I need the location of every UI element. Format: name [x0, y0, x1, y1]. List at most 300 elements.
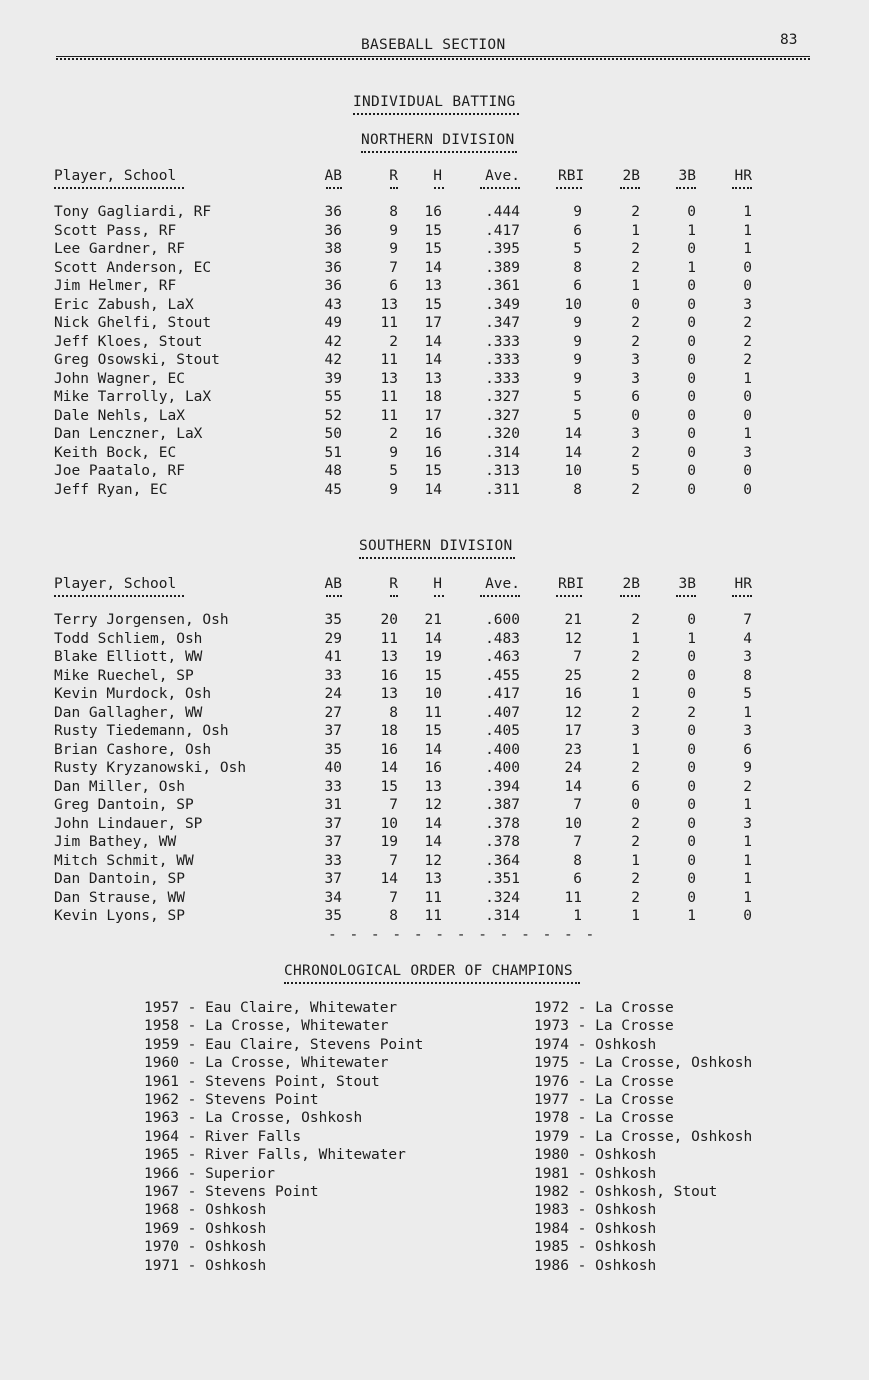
northern-doubles: 2 [631, 481, 640, 498]
northern-home-runs: 0 [743, 278, 752, 294]
southern-home-runs: 1 [743, 797, 752, 813]
northern-hits: 17 [424, 315, 442, 331]
southern-rbi: 8 [573, 852, 582, 869]
southern-home-runs: 1 [743, 871, 752, 887]
southern-at-bats: 34 [324, 889, 342, 906]
northern-average: .314 [485, 444, 520, 461]
table-row [0, 278, 869, 296]
northern-runs: 9 [389, 481, 398, 498]
southern-at-bats: 27 [324, 704, 342, 721]
southern-player-name: Dan Miller, Osh [54, 778, 185, 795]
northern-at-bats: 55 [324, 389, 342, 405]
southern-at-bats: 33 [324, 852, 342, 869]
table-row [0, 668, 869, 686]
table-row [0, 297, 869, 315]
southern-header-underline [620, 595, 640, 597]
southern-header-underline [732, 595, 752, 597]
northern-triples: 1 [687, 259, 696, 276]
southern-rbi: 7 [573, 649, 582, 665]
southern-triples: 0 [687, 612, 696, 628]
table-row [0, 742, 869, 760]
table-row [0, 241, 869, 259]
southern-hits: 14 [424, 834, 442, 850]
table-row [0, 334, 869, 352]
southern-header-underline [556, 595, 582, 597]
northern-at-bats: 38 [324, 241, 342, 257]
northern-average: .327 [485, 407, 520, 424]
southern-player-name: Dan Gallagher, WW [54, 704, 203, 721]
table-row [0, 797, 869, 815]
section-header-title: BASEBALL SECTION [361, 37, 506, 53]
southern-runs: 14 [380, 871, 398, 887]
northern-rbi: 9 [573, 315, 582, 331]
southern-rbi: 12 [564, 704, 582, 721]
table-row [0, 686, 869, 704]
southern-player-name: Dan Strause, WW [54, 889, 185, 906]
southern-triples: 0 [687, 741, 696, 758]
northern-header-underline [732, 187, 752, 189]
northern-home-runs: 2 [743, 315, 752, 331]
southern-runs: 8 [389, 908, 398, 924]
southern-average: .455 [485, 667, 520, 684]
southern-home-runs: 5 [743, 686, 752, 702]
southern-player-name: Greg Dantoin, SP [54, 797, 194, 813]
northern-hits: 13 [424, 370, 442, 387]
southern-hits: 14 [424, 741, 442, 758]
northern-hits: 16 [424, 204, 442, 220]
northern-hits: 15 [424, 241, 442, 257]
northern-runs: 11 [380, 389, 398, 405]
southern-header-average: Ave. [485, 576, 520, 592]
southern-at-bats: 37 [324, 815, 342, 832]
southern-average: .405 [485, 723, 520, 739]
southern-rbi: 25 [564, 667, 582, 684]
northern-player-name: Jeff Kloes, Stout [54, 333, 203, 350]
northern-at-bats: 42 [324, 352, 342, 368]
southern-doubles: 1 [631, 630, 640, 647]
southern-header-underline [54, 595, 184, 597]
northern-triples: 0 [687, 389, 696, 405]
northern-triples: 0 [687, 204, 696, 220]
southern-runs: 16 [380, 741, 398, 758]
northern-at-bats: 50 [324, 426, 342, 442]
northern-runs: 8 [389, 204, 398, 220]
northern-average: .311 [485, 481, 520, 498]
southern-at-bats: 24 [324, 686, 342, 702]
northern-triples: 0 [687, 296, 696, 313]
southern-doubles: 0 [631, 797, 640, 813]
southern-average: .394 [485, 778, 520, 795]
table-row [0, 408, 869, 426]
northern-runs: 5 [389, 463, 398, 479]
southern-runs: 7 [389, 852, 398, 869]
table-row [0, 612, 869, 630]
table-row [0, 463, 869, 481]
southern-triples: 0 [687, 797, 696, 813]
southern-doubles: 2 [631, 612, 640, 628]
northern-runs: 11 [380, 352, 398, 368]
champion-entry: 1969 - Oshkosh [144, 1220, 267, 1237]
southern-hits: 13 [424, 778, 442, 795]
northern-average: .327 [485, 389, 520, 405]
northern-triples: 0 [687, 315, 696, 331]
northern-header-underline [390, 187, 398, 189]
northern-rbi: 5 [573, 241, 582, 257]
northern-average: .395 [485, 241, 520, 257]
northern-doubles: 2 [631, 333, 640, 350]
table-row [0, 223, 869, 241]
southern-at-bats: 35 [324, 908, 342, 924]
northern-runs: 9 [389, 241, 398, 257]
southern-header-underline [326, 595, 342, 597]
southern-header-underline [480, 595, 520, 597]
champion-entry: 1976 - La Crosse [534, 1073, 674, 1090]
southern-rbi: 6 [573, 871, 582, 887]
batting-title: INDIVIDUAL BATTING [353, 94, 516, 110]
northern-home-runs: 1 [743, 370, 752, 387]
southern-player-name: Rusty Kryzanowski, Osh [54, 760, 247, 776]
northern-average: .333 [485, 333, 520, 350]
champion-entry: 1975 - La Crosse, Oshkosh [534, 1055, 753, 1072]
northern-runs: 11 [380, 315, 398, 331]
northern-doubles: 1 [631, 222, 640, 239]
champion-entry: 1982 - Oshkosh, Stout [534, 1184, 718, 1200]
northern-average: .389 [485, 259, 520, 276]
northern-header-doubles: 2B [622, 168, 640, 184]
northern-at-bats: 36 [324, 278, 342, 294]
southern-average: .417 [485, 686, 520, 702]
southern-rbi: 1 [573, 908, 582, 924]
table-row [0, 204, 869, 222]
northern-player-name: Joe Paatalo, RF [54, 463, 185, 479]
champion-entry: 1959 - Eau Claire, Stevens Point [144, 1036, 424, 1053]
southern-home-runs: 2 [743, 778, 752, 795]
northern-header-player-name: Player, School [54, 168, 177, 184]
southern-player-name: Mike Ruechel, SP [54, 667, 194, 684]
southern-runs: 18 [380, 723, 398, 739]
southern-rbi: 17 [564, 723, 582, 739]
northern-hits: 15 [424, 222, 442, 239]
champion-entry: 1966 - Superior [144, 1165, 275, 1182]
southern-home-runs: 8 [743, 667, 752, 684]
batting-title-underline [353, 113, 519, 115]
northern-runs: 2 [389, 333, 398, 350]
southern-player-name: Blake Elliott, WW [54, 649, 203, 665]
northern-player-name: Scott Pass, RF [54, 222, 177, 239]
southern-triples: 1 [687, 908, 696, 924]
southern-runs: 19 [380, 834, 398, 850]
northern-home-runs: 0 [743, 463, 752, 479]
page-number: 83 [780, 32, 798, 48]
southern-triples: 0 [687, 649, 696, 665]
northern-home-runs: 0 [743, 407, 752, 424]
southern-rbi: 11 [564, 889, 582, 906]
northern-doubles: 5 [631, 463, 640, 479]
southern-at-bats: 35 [324, 612, 342, 628]
northern-triples: 0 [687, 241, 696, 257]
northern-rbi: 10 [564, 296, 582, 313]
southern-header-runs: R [389, 576, 398, 592]
southern-header-underline [676, 595, 696, 597]
champion-entry: 1986 - Oshkosh [534, 1257, 657, 1274]
champions-title-underline [284, 982, 580, 984]
champion-entry: 1967 - Stevens Point [144, 1184, 319, 1200]
southern-triples: 0 [687, 723, 696, 739]
southern-title-underline [359, 557, 515, 559]
champion-entry: 1978 - La Crosse [534, 1110, 674, 1127]
southern-home-runs: 3 [743, 649, 752, 665]
southern-triples: 0 [687, 760, 696, 776]
southern-average: .463 [485, 649, 520, 665]
northern-rbi: 9 [573, 352, 582, 368]
southern-triples: 0 [687, 889, 696, 906]
southern-average: .314 [485, 908, 520, 924]
northern-rbi: 9 [573, 204, 582, 220]
champion-entry: 1960 - La Crosse, Whitewater [144, 1055, 389, 1072]
header-rule [56, 56, 810, 57]
northern-hits: 17 [424, 407, 442, 424]
southern-doubles: 2 [631, 834, 640, 850]
northern-home-runs: 2 [743, 333, 752, 350]
northern-doubles: 3 [631, 370, 640, 387]
southern-division-title: SOUTHERN DIVISION [359, 538, 513, 554]
champion-entry: 1965 - River Falls, Whitewater [144, 1147, 406, 1164]
northern-player-name: Dale Nehls, LaX [54, 407, 185, 424]
northern-player-name: Eric Zabush, LaX [54, 296, 194, 313]
northern-header-underline [676, 187, 696, 189]
northern-triples: 0 [687, 333, 696, 350]
southern-home-runs: 1 [743, 852, 752, 869]
northern-triples: 0 [687, 444, 696, 461]
southern-home-runs: 1 [743, 834, 752, 850]
northern-triples: 0 [687, 481, 696, 498]
southern-average: .400 [485, 760, 520, 776]
southern-hits: 19 [424, 649, 442, 665]
champion-entry: 1971 - Oshkosh [144, 1257, 267, 1274]
northern-runs: 2 [389, 426, 398, 442]
southern-average: .407 [485, 704, 520, 721]
southern-column-headers [0, 576, 869, 598]
northern-triples: 0 [687, 463, 696, 479]
northern-rbi: 5 [573, 389, 582, 405]
northern-player-name: Lee Gardner, RF [54, 241, 185, 257]
northern-rbi: 14 [564, 444, 582, 461]
northern-doubles: 2 [631, 444, 640, 461]
northern-header-underline [54, 187, 184, 189]
southern-hits: 15 [424, 667, 442, 684]
southern-header-triples: 3B [678, 576, 696, 592]
southern-home-runs: 1 [743, 704, 752, 721]
southern-home-runs: 3 [743, 815, 752, 832]
northern-home-runs: 0 [743, 481, 752, 498]
southern-player-name: Kevin Lyons, SP [54, 908, 185, 924]
southern-home-runs: 1 [743, 889, 752, 906]
northern-at-bats: 51 [324, 444, 342, 461]
northern-home-runs: 1 [743, 241, 752, 257]
southern-triples: 0 [687, 871, 696, 887]
southern-hits: 21 [424, 612, 442, 628]
southern-doubles: 6 [631, 778, 640, 795]
northern-header-runs: R [389, 168, 398, 184]
northern-hits: 15 [424, 463, 442, 479]
northern-rbi: 10 [564, 463, 582, 479]
southern-header-player-name: Player, School [54, 576, 177, 592]
northern-rbi: 6 [573, 222, 582, 239]
northern-division-title: NORTHERN DIVISION [361, 132, 515, 148]
southern-home-runs: 0 [743, 908, 752, 924]
northern-player-name: Keith Bock, EC [54, 444, 177, 461]
southern-doubles: 2 [631, 704, 640, 721]
southern-average: .483 [485, 630, 520, 647]
table-row [0, 853, 869, 871]
northern-doubles: 2 [631, 259, 640, 276]
southern-rbi: 14 [564, 778, 582, 795]
southern-home-runs: 9 [743, 760, 752, 776]
northern-runs: 13 [380, 370, 398, 387]
champion-entry: 1977 - La Crosse [534, 1092, 674, 1108]
southern-at-bats: 37 [324, 723, 342, 739]
northern-player-name: John Wagner, EC [54, 370, 185, 387]
northern-average: .320 [485, 426, 520, 442]
southern-rbi: 7 [573, 797, 582, 813]
northern-runs: 11 [380, 407, 398, 424]
champion-entry: 1973 - La Crosse [534, 1018, 674, 1035]
southern-player-name: Mitch Schmit, WW [54, 852, 194, 869]
northern-rbi: 14 [564, 426, 582, 442]
southern-average: .364 [485, 852, 520, 869]
northern-hits: 18 [424, 389, 442, 405]
southern-at-bats: 33 [324, 667, 342, 684]
northern-hits: 14 [424, 481, 442, 498]
northern-header-underline [556, 187, 582, 189]
table-row [0, 649, 869, 667]
southern-player-name: Kevin Murdock, Osh [54, 686, 212, 702]
southern-rbi: 16 [564, 686, 582, 702]
southern-doubles: 1 [631, 741, 640, 758]
southern-player-name: Dan Dantoin, SP [54, 871, 185, 887]
champion-entry: 1974 - Oshkosh [534, 1036, 657, 1053]
southern-doubles: 2 [631, 649, 640, 665]
southern-at-bats: 31 [324, 797, 342, 813]
northern-player-name: Greg Osowski, Stout [54, 352, 220, 368]
northern-player-name: Scott Anderson, EC [54, 259, 212, 276]
northern-at-bats: 36 [324, 259, 342, 276]
southern-doubles: 1 [631, 686, 640, 702]
northern-home-runs: 0 [743, 259, 752, 276]
northern-header-underline [434, 187, 444, 189]
northern-at-bats: 42 [324, 333, 342, 350]
northern-triples: 0 [687, 426, 696, 442]
champion-entry: 1980 - Oshkosh [534, 1147, 657, 1164]
southern-home-runs: 3 [743, 723, 752, 739]
northern-average: .347 [485, 315, 520, 331]
northern-rbi: 9 [573, 333, 582, 350]
champion-entry: 1963 - La Crosse, Oshkosh [144, 1110, 363, 1127]
table-row [0, 371, 869, 389]
southern-average: .351 [485, 871, 520, 887]
southern-header-underline [434, 595, 444, 597]
northern-rbi: 8 [573, 259, 582, 276]
southern-runs: 7 [389, 797, 398, 813]
champion-entry: 1962 - Stevens Point [144, 1092, 319, 1108]
southern-header-at-bats: AB [324, 576, 342, 592]
southern-at-bats: 35 [324, 741, 342, 758]
northern-home-runs: 3 [743, 296, 752, 313]
table-row [0, 908, 869, 926]
southern-runs: 10 [380, 815, 398, 832]
northern-header-hits: H [433, 168, 442, 184]
champion-entry: 1970 - Oshkosh [144, 1239, 267, 1256]
southern-hits: 12 [424, 852, 442, 869]
southern-average: .324 [485, 889, 520, 906]
southern-header-doubles: 2B [622, 576, 640, 592]
table-row [0, 834, 869, 852]
northern-doubles: 2 [631, 241, 640, 257]
champion-entry: 1985 - Oshkosh [534, 1239, 657, 1256]
champion-entry: 1958 - La Crosse, Whitewater [144, 1018, 389, 1035]
northern-rbi: 9 [573, 370, 582, 387]
southern-triples: 0 [687, 815, 696, 832]
northern-at-bats: 39 [324, 370, 342, 387]
northern-at-bats: 49 [324, 315, 342, 331]
southern-player-name: Todd Schliem, Osh [54, 630, 203, 647]
table-row [0, 260, 869, 278]
southern-rbi: 23 [564, 741, 582, 758]
northern-home-runs: 1 [743, 204, 752, 220]
northern-doubles: 3 [631, 352, 640, 368]
northern-column-headers [0, 168, 869, 190]
northern-header-home-runs: HR [734, 168, 752, 184]
southern-rbi: 24 [564, 760, 582, 776]
northern-runs: 13 [380, 296, 398, 313]
northern-at-bats: 52 [324, 407, 342, 424]
southern-average: .600 [485, 612, 520, 628]
southern-header-underline [390, 595, 398, 597]
northern-average: .444 [485, 204, 520, 220]
southern-rbi: 10 [564, 815, 582, 832]
table-row [0, 871, 869, 889]
northern-header-rbi: RBI [558, 168, 585, 184]
northern-doubles: 0 [631, 407, 640, 424]
table-row [0, 445, 869, 463]
northern-triples: 0 [687, 407, 696, 424]
southern-runs: 15 [380, 778, 398, 795]
southern-doubles: 1 [631, 908, 640, 924]
southern-hits: 11 [424, 908, 442, 924]
northern-player-name: Nick Ghelfi, Stout [54, 315, 212, 331]
southern-hits: 14 [424, 630, 442, 647]
champion-entry: 1961 - Stevens Point, Stout [144, 1073, 380, 1090]
northern-doubles: 2 [631, 204, 640, 220]
southern-at-bats: 40 [324, 760, 342, 776]
southern-player-name: Jim Bathey, WW [54, 834, 177, 850]
southern-triples: 0 [687, 686, 696, 702]
northern-doubles: 2 [631, 315, 640, 331]
northern-rbi: 5 [573, 407, 582, 424]
champion-entry: 1983 - Oshkosh [534, 1202, 657, 1219]
southern-header-home-runs: HR [734, 576, 752, 592]
southern-at-bats: 33 [324, 778, 342, 795]
southern-doubles: 2 [631, 667, 640, 684]
southern-runs: 8 [389, 704, 398, 721]
champions-title: CHRONOLOGICAL ORDER OF CHAMPIONS [284, 963, 573, 979]
southern-hits: 12 [424, 797, 442, 813]
champion-entry: 1964 - River Falls [144, 1128, 302, 1145]
northern-player-name: Dan Lenczner, LaX [54, 426, 203, 442]
southern-player-name: Terry Jorgensen, Osh [54, 612, 229, 628]
champion-entry: 1984 - Oshkosh [534, 1220, 657, 1237]
southern-runs: 13 [380, 649, 398, 665]
